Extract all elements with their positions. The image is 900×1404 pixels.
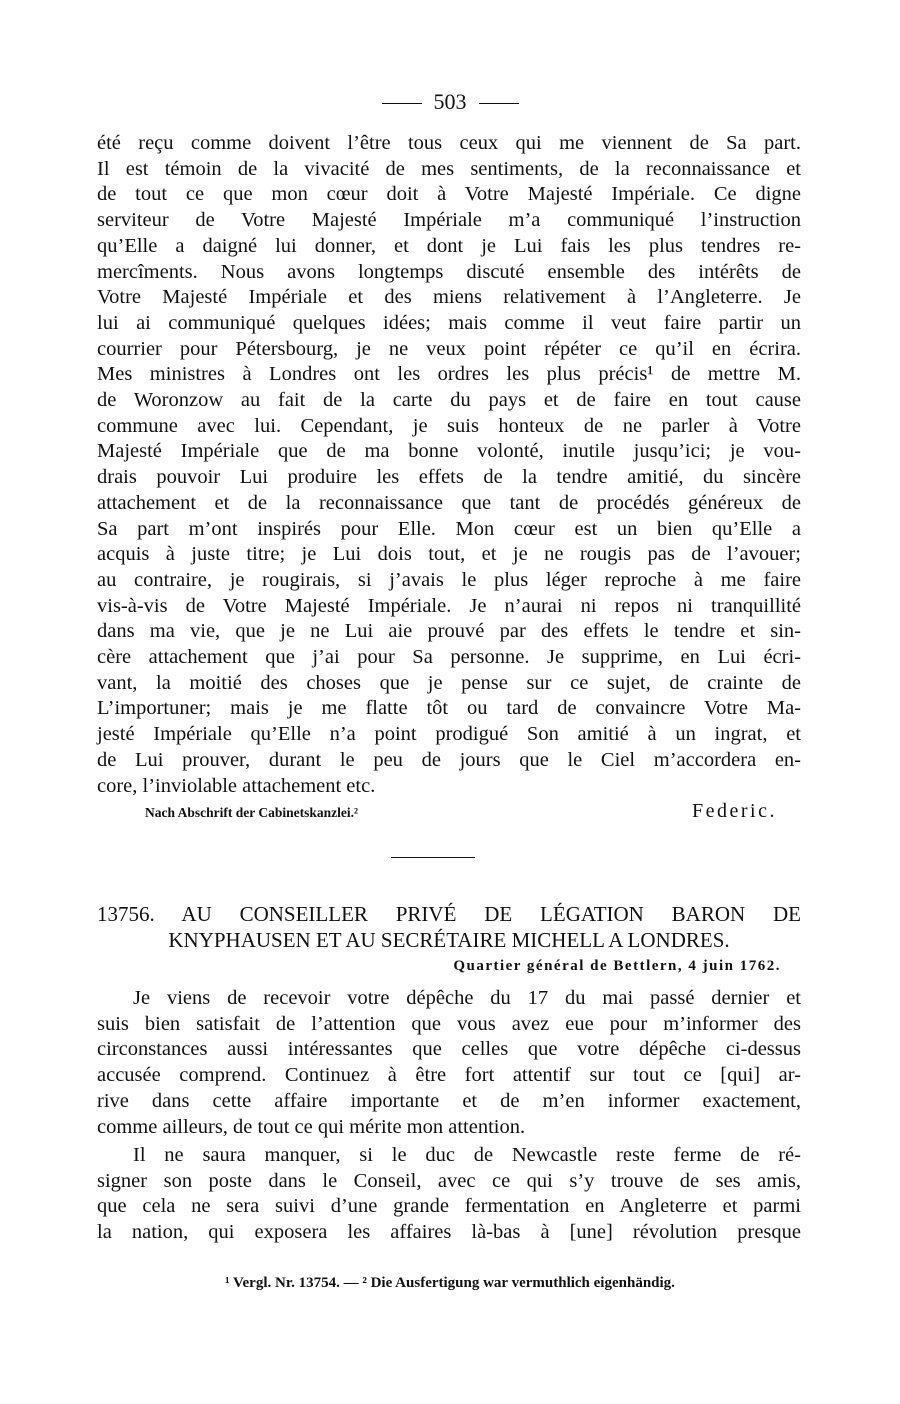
text-line: cère attachement que j’ai pour Sa personne. Je supprime, en Lui écri- bbox=[97, 646, 801, 669]
text-line: core, l’inviolable attachement etc. bbox=[97, 774, 376, 797]
signature: Federic. bbox=[692, 800, 777, 822]
text-line: Votre Majesté Impériale et des miens relativement à l’Angleterre. Je bbox=[97, 286, 801, 309]
text-line: L’importuner; mais je me flatte tôt ou tard de convaincre Votre Ma- bbox=[97, 697, 801, 720]
text-line: Il ne saura manquer, si le duc de Newcastle reste ferme de ré- bbox=[133, 1144, 801, 1166]
text-line: accusée comprend. Continuez à être fort attentif sur tout ce [qui] ar- bbox=[97, 1064, 801, 1087]
text-line: la nation, qui exposera les affaires là-bas à [une] révolution presque bbox=[97, 1221, 801, 1244]
text-line: Il est témoin de la vivacité de mes sentiments, de la reconnaissance et bbox=[97, 157, 801, 180]
text-line: drais pouvoir Lui produire les effets de la tendre amitié, du sincère bbox=[97, 466, 801, 489]
text-line: acquis à juste titre; je Lui dois tout, et je ne rougis pas de l’avouer; bbox=[97, 543, 801, 566]
text-line: suis bien satisfait de l’attention que vous avez eue pour m’informer des bbox=[97, 1012, 801, 1035]
text-line: de Lui prouver, durant le peu de jours que le Ciel m’accordera en- bbox=[97, 748, 801, 771]
letter-footer bbox=[97, 800, 801, 823]
header-dash-left bbox=[382, 103, 422, 104]
text-line: de tout ce que mon cœur doit à Votre Majesté Impériale. Ce digne bbox=[97, 183, 801, 206]
text-line: courrier pour Pétersbourg, je ne veux point répéter ce qu’il en écrira. bbox=[97, 337, 801, 360]
text-line: qu’Elle a daigné lui donner, et dont je Lui fais les plus tendres re- bbox=[97, 234, 801, 257]
text-line: mercîments. Nous avons longtemps discuté ensemble des intérêts de bbox=[97, 260, 801, 283]
text-line: commune avec lui. Cependant, je suis honteux de ne parler à Votre bbox=[97, 414, 801, 437]
text-line: Je viens de recevoir votre dépêche du 17 du mai passé dernier et bbox=[133, 987, 801, 1009]
text-line: au contraire, je rougirais, si j’avais le plus léger reproche à me faire bbox=[97, 568, 801, 591]
text-line: rive dans cette affaire importante et de m’en informer exactement, bbox=[97, 1089, 801, 1112]
text-line: KNYPHAUSEN ET AU SECRÉTAIRE MICHELL A LONDRES. bbox=[168, 927, 730, 952]
text-line: Majesté Impériale que de ma bonne volonté, inutile jusqu’ici; je vou- bbox=[97, 440, 801, 463]
text-line: serviteur de Votre Majesté Impériale m’a communiqué l’instruction bbox=[97, 209, 801, 232]
page-header bbox=[0, 88, 900, 116]
text-line: été reçu comme doivent l’être tous ceux qui me viennent de Sa part. bbox=[97, 132, 801, 154]
text-line: circonstances aussi intéressantes que celles que votre dépêche ci-dessus bbox=[97, 1038, 801, 1061]
text-line: dans ma vie, que je ne Lui aie prouvé par des effets le tendre et sin- bbox=[97, 620, 801, 643]
text-line: 13756. AU CONSEILLER PRIVÉ DE LÉGATION BARON DE bbox=[97, 902, 801, 926]
text-line: jesté Impériale qu’Elle n’a point prodigué Son amitié à un ingrat, et bbox=[97, 723, 801, 746]
document-title bbox=[97, 902, 801, 953]
page-number: 503 bbox=[433, 89, 467, 114]
text-line: de Woronzow au fait de la carte du pays et de faire en tout cause bbox=[97, 389, 801, 412]
text-line: signer son poste dans le Conseil, avec ce qui s’y trouve de ses amis, bbox=[97, 1169, 801, 1192]
text-line: attachement et de la reconnaissance que tant de procédés généreux de bbox=[97, 491, 801, 514]
text-line: Sa part m’ont inspirés pour Elle. Mon cœur est un bien qu’Elle a bbox=[97, 517, 801, 540]
letter-body bbox=[97, 131, 801, 799]
source-note: Nach Abschrift der Cabinetskanzlei.² bbox=[145, 805, 359, 820]
text-line: vant, la moitié des choses que je pense sur ce sujet, de crainte de bbox=[97, 671, 801, 694]
section-divider bbox=[391, 857, 475, 858]
paragraph-2 bbox=[97, 1143, 801, 1246]
text-line: lui ai communiqué quelques idées; mais comme il veut faire partir un bbox=[97, 311, 801, 334]
text-line: comme ailleurs, de tout ce qui mérite mon attention. bbox=[97, 1115, 526, 1138]
dateline: Quartier général de Bettlern, 4 juin 1762. bbox=[453, 958, 781, 974]
text-line: Mes ministres à Londres ont les ordres les plus précis¹ de mettre M. bbox=[97, 363, 801, 386]
text-line: que cela ne sera suivi d’une grande fermentation en Angleterre et parmi bbox=[97, 1195, 801, 1218]
header-dash-right bbox=[479, 103, 519, 104]
footnotes: ¹ Vergl. Nr. 13754. — ² Die Ausfertigung war vermuthlich eigenhändig. bbox=[225, 1275, 675, 1291]
text-line: vis-à-vis de Votre Majesté Impériale. Je n’aurai ni repos ni tranquillité bbox=[97, 594, 801, 617]
paragraph-1 bbox=[97, 986, 801, 1140]
